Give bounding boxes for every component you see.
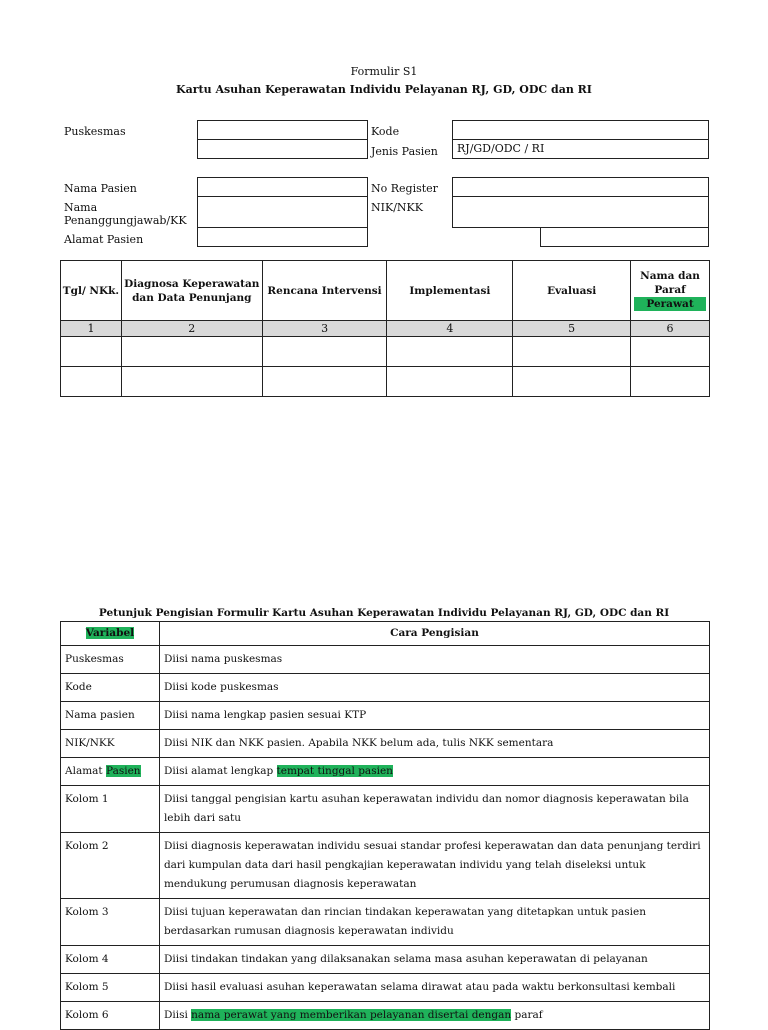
col-header-rencana: Rencana Intervensi [262, 261, 387, 321]
nama-pasien-label: Nama Pasien [64, 182, 137, 195]
puskesmas-field-2[interactable] [197, 139, 368, 159]
nama-penanggung-label-2: Penanggungjawab/KK [64, 214, 187, 227]
col-number: 2 [121, 321, 262, 337]
table-cell[interactable] [121, 367, 262, 397]
table-cell[interactable] [631, 367, 710, 397]
puskesmas-label: Puskesmas [64, 125, 126, 138]
guide-method: Diisi tujuan keperawatan dan rincian tindakan keperawatan yang ditetapkan untuk pasien berdasarkan rumusan diagnosis keperawatan individu [159, 899, 709, 946]
guide-table [60, 621, 710, 1030]
guide-row [61, 974, 710, 1002]
guide-method: Diisi tindakan tindakan yang dilaksanakan selama masa asuhan keperawatan di pelayanan [159, 946, 709, 974]
alamat-pasien-field[interactable] [197, 227, 368, 247]
col-number: 6 [631, 321, 710, 337]
guide-row [61, 702, 710, 730]
guide-variable: Kolom 4 [61, 946, 160, 974]
guide-variable: Kolom 3 [61, 899, 160, 946]
guide-method: Diisi diagnosis keperawatan individu sesuai standar profesi keperawatan dan data penunjang terdiri dari kumpulan data dari hasil pengkajian keperawatan individu yang telah diseleksi untuk mendukung perumusan diagnosis keperawatan [159, 833, 709, 899]
guide-title: Petunjuk Pengisian Formulir Kartu Asuhan Keperawatan Individu Pelayanan RJ, GD, ODC dan RI [98, 607, 670, 619]
table-cell[interactable] [61, 367, 122, 397]
kode-field[interactable] [452, 120, 709, 140]
table-cell[interactable] [262, 367, 387, 397]
guide-method: Diisi nama lengkap pasien sesuai KTP [159, 702, 709, 730]
guide-method-text: Diisi [163, 1009, 192, 1021]
guide-row [61, 899, 710, 946]
col-number: 3 [262, 321, 387, 337]
table-cell[interactable] [631, 337, 710, 367]
guide-variable: Nama pasien [61, 702, 160, 730]
guide-variable: Kolom 6 [61, 1002, 160, 1030]
guide-row [61, 946, 710, 974]
alamat-pasien-label: Alamat Pasien [64, 233, 144, 246]
guide-header-row [61, 622, 710, 646]
guide-method: Diisi hasil evaluasi asuhan keperawatan selama dirawat atau pada waktu berkonsultasi kembali [159, 974, 709, 1002]
col-header-nama-paraf-line2: Paraf [654, 283, 686, 296]
jenis-pasien-field[interactable]: RJ/GD/ODC / RI [452, 139, 709, 159]
guide-row [61, 758, 710, 786]
guide-row [61, 674, 710, 702]
guide-variable-text: Alamat [65, 765, 106, 777]
nama-pasien-field[interactable] [197, 177, 368, 197]
puskesmas-field[interactable] [197, 120, 368, 140]
col-header-nama-paraf-line1: Nama dan [640, 269, 700, 282]
nama-penanggung-label-1: Nama [64, 201, 98, 214]
table-cell[interactable] [121, 337, 262, 367]
care-table [60, 260, 710, 397]
guide-method [159, 1002, 709, 1030]
table-cell[interactable] [262, 337, 387, 367]
form-title: Kartu Asuhan Keperawatan Individu Pelayanan RJ, GD, ODC dan RI [176, 83, 592, 96]
alamat-pasien-field-2[interactable] [540, 227, 709, 247]
no-register-label: No Register [371, 182, 438, 195]
guide-method-highlight: tempat tinggal pasien [276, 765, 393, 777]
table-row [61, 337, 710, 367]
guide-row [61, 833, 710, 899]
guide-variable: Kolom 5 [61, 974, 160, 1002]
guide-variable-highlight: Pasien [105, 765, 141, 777]
guide-method: Diisi kode puskesmas [159, 674, 709, 702]
guide-row [61, 1002, 710, 1030]
col-header-nama-paraf-line3: Perawat [634, 297, 706, 311]
guide-variable: Kode [61, 674, 160, 702]
guide-header-variable-text: Variabel [85, 627, 135, 639]
table-cell[interactable] [513, 337, 631, 367]
table-cell[interactable] [513, 367, 631, 397]
nama-penanggung-field[interactable] [197, 196, 368, 228]
guide-variable: Kolom 1 [61, 786, 160, 833]
col-header-diagnosa: Diagnosa Keperawatan dan Data Penunjang [121, 261, 262, 321]
guide-method-text: paraf [511, 1009, 543, 1021]
guide-method: Diisi nama puskesmas [159, 646, 709, 674]
col-number: 1 [61, 321, 122, 337]
guide-method: Diisi NIK dan NKK pasien. Apabila NKK belum ada, tulis NKK sementara [159, 730, 709, 758]
guide-method [159, 758, 709, 786]
guide-row [61, 646, 710, 674]
guide-variable [61, 758, 160, 786]
col-header-nama-paraf [631, 261, 710, 321]
form-number: Formulir S1 [350, 65, 418, 78]
guide-variable: NIK/NKK [61, 730, 160, 758]
no-register-field[interactable] [452, 177, 709, 197]
col-header-implementasi: Implementasi [387, 261, 513, 321]
table-row [61, 367, 710, 397]
jenis-pasien-label: Jenis Pasien [371, 145, 438, 158]
col-header-evaluasi: Evaluasi [513, 261, 631, 321]
guide-method: Diisi tanggal pengisian kartu asuhan keperawatan individu dan nomor diagnosis keperawatan bila lebih dari satu [159, 786, 709, 833]
col-number: 5 [513, 321, 631, 337]
table-cell[interactable] [387, 337, 513, 367]
guide-method-highlight: nama perawat yang memberikan pelayanan disertai dengan [191, 1009, 512, 1021]
col-number: 4 [387, 321, 513, 337]
column-number-row [61, 321, 710, 337]
table-cell[interactable] [61, 337, 122, 367]
guide-header-variable [61, 622, 160, 646]
table-cell[interactable] [387, 367, 513, 397]
guide-method-text: Diisi alamat lengkap [163, 765, 277, 777]
col-header-tgl: Tgl/ NKk. [61, 261, 122, 321]
nik-nkk-field[interactable] [452, 196, 709, 228]
guide-row [61, 786, 710, 833]
guide-variable: Kolom 2 [61, 833, 160, 899]
guide-row [61, 730, 710, 758]
kode-label: Kode [371, 125, 400, 138]
guide-variable: Puskesmas [61, 646, 160, 674]
guide-header-method: Cara Pengisian [159, 622, 709, 646]
nik-nkk-label: NIK/NKK [371, 201, 423, 214]
